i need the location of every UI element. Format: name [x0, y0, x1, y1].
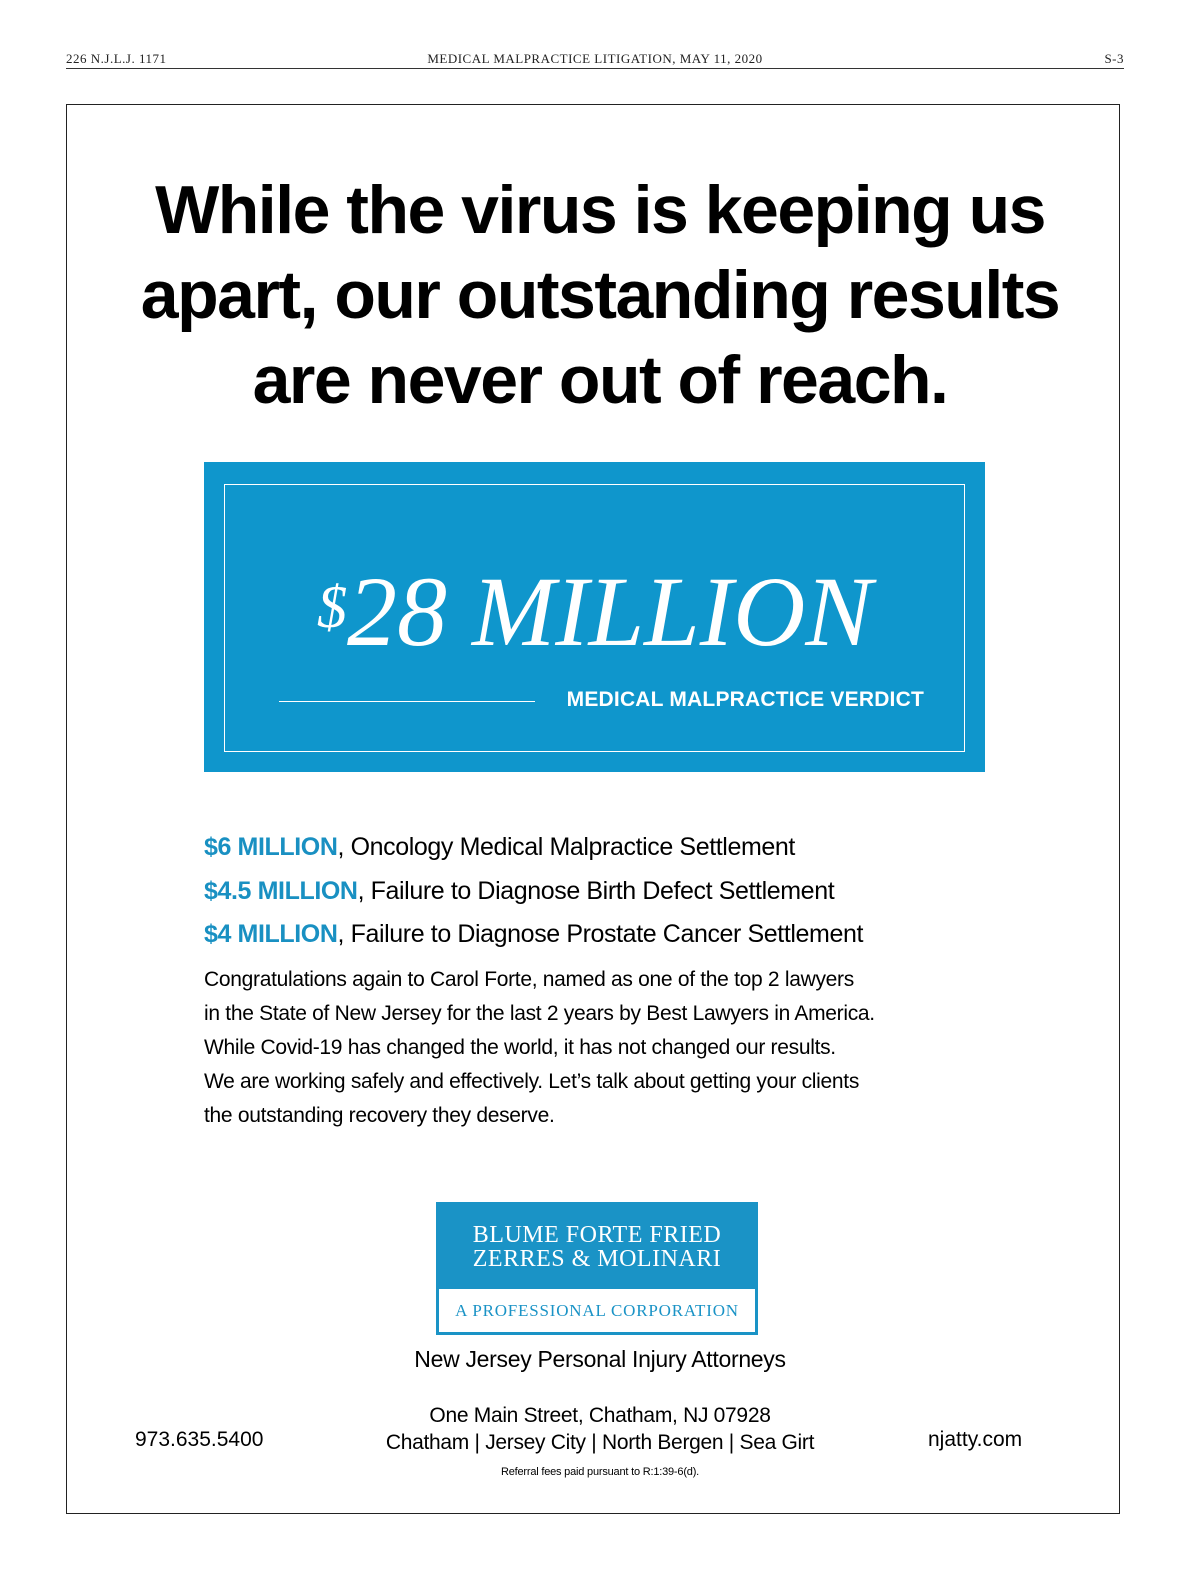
section-title: MEDICAL MALPRACTICE LITIGATION, MAY 11, 2020 [427, 51, 763, 66]
tagline: New Jersey Personal Injury Attorneys [414, 1346, 786, 1372]
running-head [66, 50, 1124, 69]
headline-line: While the virus is keeping us [155, 172, 1045, 248]
office-locations: Chatham | Jersey City | North Bergen | Sea Girt [385, 1431, 815, 1454]
logo-name-block [439, 1205, 755, 1289]
results-section [204, 826, 1004, 1133]
firm-logo [436, 1202, 758, 1335]
result-amount: $6 MILLION [204, 833, 338, 861]
result-description: , Failure to Diagnose Birth Defect Settlement [357, 876, 835, 905]
headline-line: apart, our outstanding results [140, 257, 1060, 333]
verdict-banner [204, 462, 985, 772]
blurb-line: Congratulations again to Carol Forte, named as one of the top 2 lawyers [204, 967, 854, 991]
headline [80, 168, 1120, 423]
result-item [204, 870, 1004, 914]
blurb-line: We are working safely and effectively. Let’s talk about getting your clients [204, 1069, 860, 1093]
phone-number: 973.635.5400 [135, 1428, 264, 1451]
currency-symbol: $ [316, 574, 347, 640]
logo-line: ZERRES & MOLINARI [472, 1246, 722, 1272]
result-description: , Failure to Diagnose Prostate Cancer Settlement [337, 920, 864, 948]
verdict-inner-border [224, 484, 965, 752]
logo-subtitle: A PROFESSIONAL CORPORATION [455, 1301, 739, 1320]
citation: 226 N.J.L.J. 1171 [66, 51, 167, 66]
verdict-value: 28 MILLION [346, 556, 873, 667]
result-description: , Oncology Medical Malpractice Settlement [337, 833, 795, 861]
website: njatty.com [928, 1428, 1023, 1451]
street-address: One Main Street, Chatham, NJ 07928 [429, 1404, 771, 1427]
disclaimer: Referral fees paid pursuant to R:1:39-6(d). [500, 1466, 700, 1478]
blurb [204, 963, 1004, 1133]
result-amount: $4.5 MILLION [204, 876, 358, 905]
verdict-amount [225, 556, 964, 667]
result-item [204, 826, 1004, 870]
blurb-line: the outstanding recovery they deserve. [204, 1103, 555, 1127]
page-number: S-3 [1104, 51, 1124, 66]
result-item [204, 913, 1004, 957]
logo-line: BLUME FORTE FRIED [472, 1222, 722, 1248]
result-amount: $4 MILLION [204, 920, 338, 948]
divider [279, 701, 535, 702]
blurb-line: While Covid-19 has changed the world, it has not changed our results. [204, 1035, 836, 1059]
blurb-line: in the State of New Jersey for the last 2 years by Best Lawyers in America. [204, 1001, 875, 1025]
verdict-caption: MEDICAL MALPRACTICE VERDICT [566, 688, 924, 711]
headline-line: are never out of reach. [252, 342, 948, 418]
